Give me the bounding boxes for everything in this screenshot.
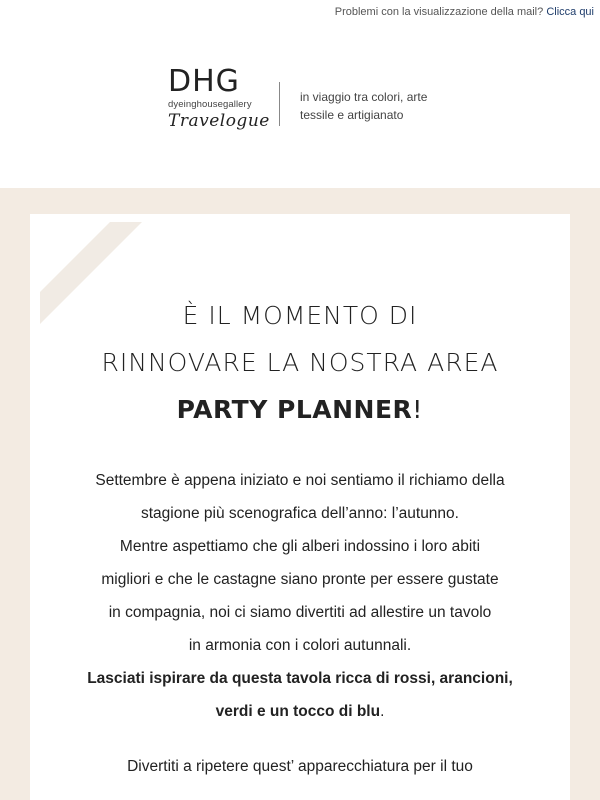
headline-line-1: È IL MOMENTO DI: [182, 301, 418, 330]
headline-line-2: RINNOVARE LA NOSTRA AREA: [101, 348, 499, 377]
headline-line-3: [30, 386, 570, 433]
tagline-line-1: in viaggio tra colori, arte: [300, 90, 428, 104]
headline-exclamation: !: [412, 395, 424, 424]
body-bold-line-2-wrap: [30, 695, 570, 728]
paragraph-gap: [30, 728, 570, 750]
body-bold-line-1: Lasciati ispirare da questa tavola ricca di rossi, arancioni,: [87, 670, 513, 687]
body-bold-line-2: verdi e un tocco di blu: [215, 703, 381, 720]
body-bold-line-2-end: .: [380, 703, 385, 720]
preheader: [335, 6, 594, 18]
logo-subtitle: dyeinghousegallery: [168, 99, 252, 110]
tagline-line-2: tessile e artigianato: [300, 108, 404, 122]
dhg-logo[interactable]: [168, 64, 270, 131]
header-tagline: [300, 88, 470, 124]
body-line: in compagnia, noi ci siamo divertiti ad allestire un tavolo: [108, 604, 492, 621]
body-last-line: Divertiti a ripetere quest’ apparecchiatura per il tuo: [127, 758, 473, 775]
body-line: Settembre è appena iniziato e noi sentiamo il richiamo della: [95, 472, 505, 489]
email-header: [0, 30, 600, 188]
content-card: [30, 214, 570, 800]
preheader-text: Problemi con la visualizzazione della mail?: [334, 6, 544, 18]
view-in-browser-link[interactable]: Clicca qui: [546, 6, 594, 18]
header-divider: [279, 82, 280, 126]
body-line: stagione più scenografica dell’anno: l’autunno.: [141, 505, 459, 522]
body-line: migliori e che le castagne siano pronte per essere gustate: [101, 571, 499, 588]
body-line: in armonia con i colori autunnali.: [188, 637, 412, 654]
body-text: [30, 464, 570, 783]
logo-mark: DHG: [168, 64, 240, 99]
headline-party-planner: PARTY PLANNER: [176, 395, 413, 424]
headline: [30, 292, 570, 433]
logo-script: Travelogue: [168, 111, 270, 131]
body-line: Mentre aspettiamo che gli alberi indossino i loro abiti: [119, 538, 481, 555]
